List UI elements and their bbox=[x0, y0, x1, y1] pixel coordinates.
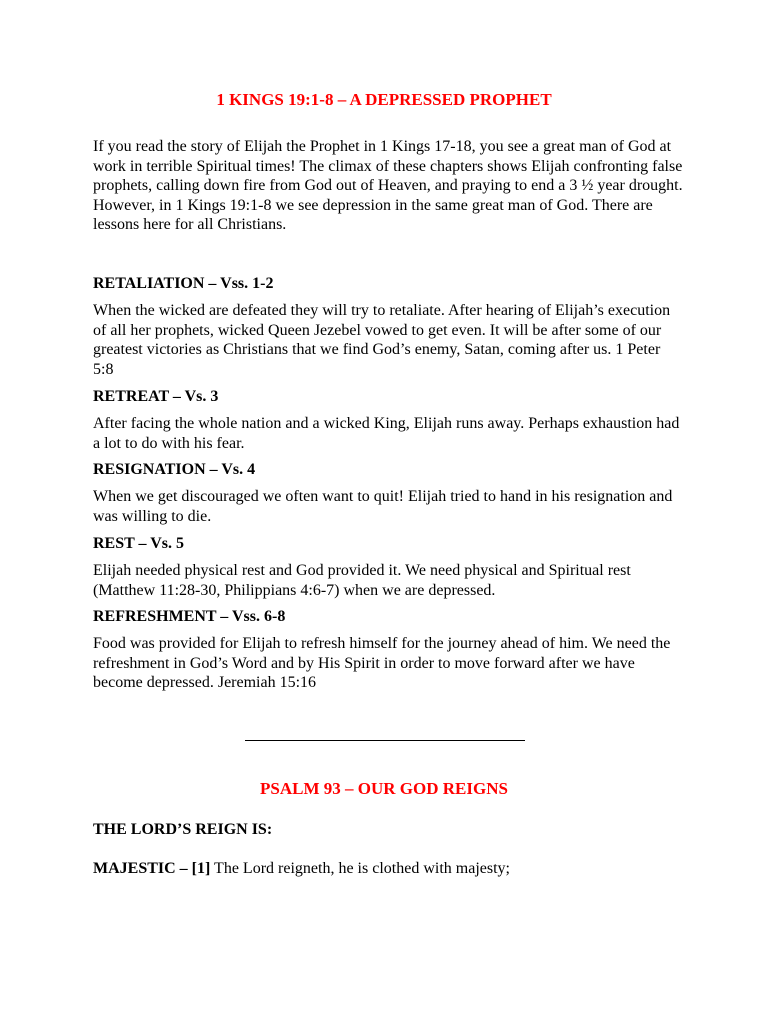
heading-resignation bbox=[93, 460, 255, 479]
majestic-line bbox=[93, 859, 510, 878]
text-rest: Elijah needed physical rest and God provided it. We need physical and Spiritual rest (Matthew 11:28-30, Philippians 4:6-7) when we are depressed. bbox=[93, 562, 631, 599]
text-retreat: After facing the whole nation and a wicked King, Elijah runs away. Perhaps exhaustion had a lot to do with his fear. bbox=[93, 415, 680, 452]
heading-retreat-text: RETREAT – Vs. 3 bbox=[93, 388, 219, 405]
heading-rest-text: REST – Vs. 5 bbox=[93, 535, 184, 552]
text-retaliation: When the wicked are defeated they will try to retaliate. After hearing of Elijah’s execution of all her prophets, wicked Queen Jezebel vowed to get even. It will be after some of our greatest victories as Christians that we find God’s enemy, Satan, coming after us. 1 Peter 5:8 bbox=[93, 302, 671, 378]
subheading-reign bbox=[93, 820, 272, 839]
heading-rest bbox=[93, 534, 184, 553]
text-resignation: When we get discouraged we often want to quit! Elijah tried to hand in his resignation and was willing to die. bbox=[93, 488, 673, 525]
section-divider bbox=[245, 740, 525, 741]
intro-paragraph: If you read the story of Elijah the Prophet in 1 Kings 17-18, you see a great man of God at work in terrible Spiritual times! The climax of these chapters shows Elijah confronting false prophets, calling down fire from God out of Heaven, and praying to end a 3 ½ year drought. However, in 1 Kings 19:1-8 we see depression in the same great man of God. There are lessons here for all Christians. bbox=[93, 138, 683, 233]
majestic-label: MAJESTIC – [1] bbox=[93, 860, 211, 877]
title-psalm: PSALM 93 – OUR GOD REIGNS bbox=[260, 779, 508, 798]
heading-refreshment-text: REFRESHMENT – Vss. 6-8 bbox=[93, 608, 286, 625]
heading-resignation-text: RESIGNATION – Vs. 4 bbox=[93, 461, 256, 478]
heading-retaliation bbox=[93, 274, 273, 293]
majestic-text: The Lord reigneth, he is clothed with majesty; bbox=[210, 860, 510, 877]
heading-retaliation-text: RETALIATION – Vss. 1-2 bbox=[93, 275, 274, 292]
heading-refreshment bbox=[93, 607, 285, 626]
heading-retreat bbox=[93, 387, 218, 406]
title-kings: 1 KINGS 19:1-8 – A DEPRESSED PROPHET bbox=[216, 90, 552, 109]
text-refreshment: Food was provided for Elijah to refresh himself for the journey ahead of him. We need the refreshment in God’s Word and by His Spirit in order to move forward after we have become depressed. Jeremiah 15:16 bbox=[93, 635, 671, 691]
subheading-reign-text: THE LORD’S REIGN IS: bbox=[93, 821, 273, 838]
